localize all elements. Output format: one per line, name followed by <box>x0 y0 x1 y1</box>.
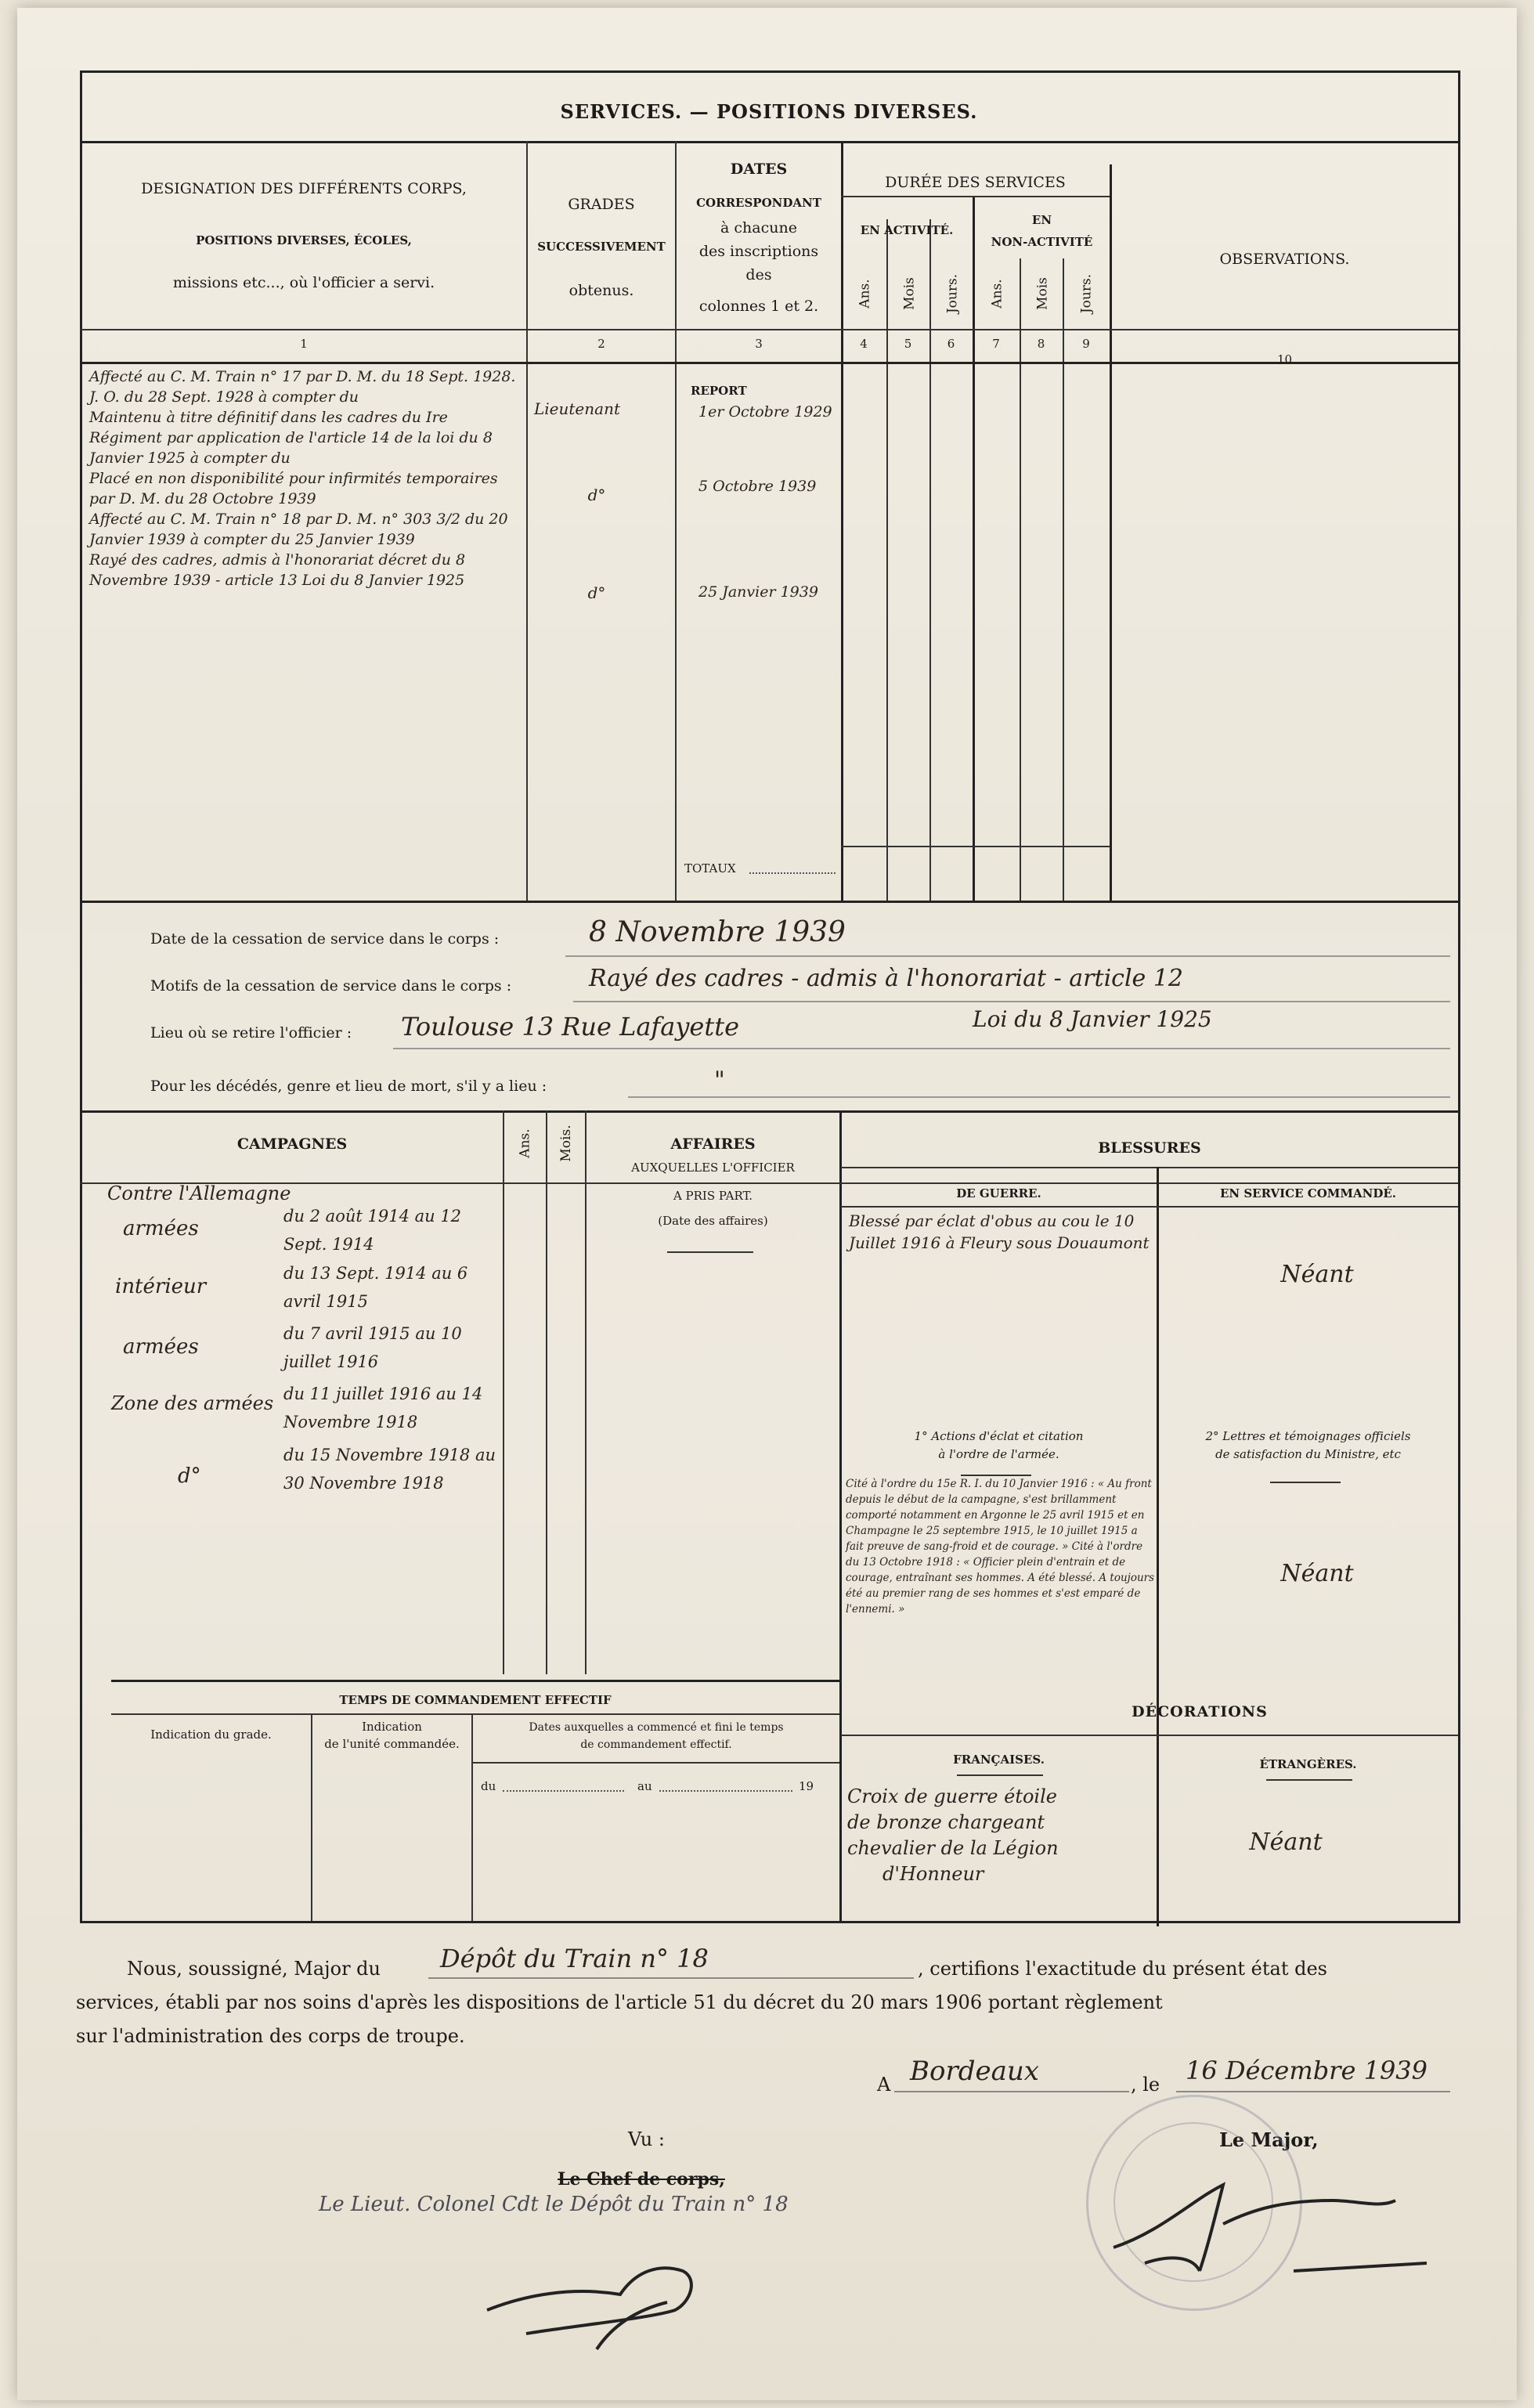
blessure-guerre-value: Blessé par éclat d'obus au cou le 10 Juillet 1916 à Fleury sous Douaumont <box>849 1211 1150 1252</box>
decoration-fr-1: Croix de guerre étoile <box>847 1785 1057 1807</box>
commandement-year: 19 <box>799 1779 814 1793</box>
document-sheet <box>17 8 1517 2400</box>
cert-line1-b: , certifions l'exactitude du présent état des <box>918 1958 1327 1980</box>
affaires-title: AFFAIRES <box>670 1135 756 1153</box>
blessures-mid-divider <box>1157 1167 1159 1926</box>
chef-signature <box>479 2240 738 2365</box>
num-5: 5 <box>904 337 912 351</box>
campagnes-ans-divider <box>503 1110 504 1674</box>
col3-header: DATES <box>730 161 788 178</box>
commandement-du: du <box>481 1779 496 1793</box>
frame-top <box>80 70 1458 73</box>
campagne-label: armées <box>123 1217 199 1240</box>
lettres-value: Néant <box>1280 1560 1354 1587</box>
totaux-dots <box>749 872 836 874</box>
col3-sub2: à chacune <box>720 219 797 236</box>
decoration-etr-value: Néant <box>1249 1829 1323 1856</box>
du-dots <box>503 1790 624 1792</box>
de-guerre-header: DE GUERRE. <box>956 1186 1041 1200</box>
commandement-col2a: Indication <box>362 1720 422 1734</box>
commandement-col3a: Dates auxquelles a commencé et fini le temps <box>529 1721 784 1734</box>
num-rule <box>80 329 1458 330</box>
col1-sub: POSITIONS DIVERSES, ÉCOLES, <box>196 233 412 247</box>
motifs-label: Motifs de la cessation de service dans le corps : <box>150 977 512 995</box>
grade-1: Lieutenant <box>534 399 620 418</box>
date-line <box>1176 2091 1450 2092</box>
motifs-value: Rayé des cadres - admis à l'honorariat - article 12 <box>589 965 1184 992</box>
au-dots <box>659 1790 792 1792</box>
commandement-au: au <box>637 1779 652 1793</box>
commandement-col2b: de l'unité commandée. <box>324 1737 460 1751</box>
col2-num: 2 <box>597 337 605 351</box>
mois-label-2: Mois <box>1034 277 1051 310</box>
num-6: 6 <box>947 337 955 351</box>
jours-label-2: Jours. <box>1078 273 1095 314</box>
blessures-sub-rule <box>841 1206 1458 1208</box>
blessures-header-rule <box>841 1167 1458 1168</box>
page-title: SERVICES. — POSITIONS DIVERSES. <box>560 100 978 123</box>
place-line <box>894 2091 1129 2092</box>
num-7: 7 <box>992 337 1000 351</box>
deces-label: Pour les décédés, genre et lieu de mort, s'il y a lieu : <box>150 1078 547 1095</box>
place-prefix: A <box>877 2074 891 2096</box>
campagne-dates: du 2 août 1914 au 12 Sept. 1914 <box>283 1207 462 1254</box>
campagnes-title: CAMPAGNES <box>236 1135 348 1153</box>
col-divider-5 <box>929 219 931 901</box>
duree-header: DURÉE DES SERVICES <box>885 174 1066 191</box>
campagnes-mois-divider <box>546 1110 547 1674</box>
col1-header: DESIGNATION DES DIFFÉRENTS CORPS, <box>141 180 467 197</box>
num-8: 8 <box>1037 337 1045 351</box>
commandement-sub-rule <box>473 1762 839 1764</box>
lieu-value: Toulouse 13 Rue Lafayette <box>401 1012 739 1042</box>
campagne-dates: du 13 Sept. 1914 au 6 avril 1915 <box>283 1264 468 1311</box>
decorations-title: DÉCORATIONS <box>1132 1703 1268 1720</box>
col-divider-1 <box>526 141 528 901</box>
cert-line1-a: Nous, soussigné, Major du <box>127 1958 381 1980</box>
chef-label: Le Chef de corps, <box>558 2169 725 2190</box>
campagne-label: intérieur <box>115 1275 207 1298</box>
affaires-short-rule <box>667 1251 753 1253</box>
cert-depot: Dépôt du Train n° 18 <box>440 1944 709 1973</box>
commandement-col1: Indication du grade. <box>150 1727 272 1742</box>
non-activite-header: NON-ACTIVITÉ <box>991 235 1093 249</box>
date-1: 1er Octobre 1929 <box>698 403 832 421</box>
decoration-fr-3: chevalier de la Légion <box>847 1837 1059 1859</box>
jours-label-1: Jours. <box>944 273 961 314</box>
report-label: REPORT <box>691 384 747 398</box>
major-label: Le Major, <box>1219 2128 1319 2151</box>
service-entry: Rayé des cadres, admis à l'honorariat décret du 8 Novembre 1939 - article 13 Loi du 8 Janvier 1925 <box>89 551 466 589</box>
etrangeres-header: ÉTRANGÈRES. <box>1259 1757 1357 1771</box>
frame-right <box>1458 70 1460 1922</box>
etrangeres-short-rule <box>1266 1779 1352 1781</box>
lettres-title: 2° Lettres et témoignages officiels <box>1205 1429 1411 1443</box>
campagne-dates: du 15 Novembre 1918 au 30 Novembre 1918 <box>283 1446 496 1493</box>
col-divider-8 <box>1063 258 1064 901</box>
campagne-dates: du 7 avril 1915 au 10 juillet 1916 <box>283 1324 462 1371</box>
campagne-dates: du 11 juillet 1916 au 14 Novembre 1918 <box>283 1385 483 1431</box>
frame-bottom <box>80 1921 1460 1923</box>
col2-sub2: obtenus. <box>568 282 634 299</box>
vu-label: Vu : <box>628 2128 665 2150</box>
decorations-header-rule <box>841 1735 1458 1736</box>
en-service-header: EN SERVICE COMMANDÉ. <box>1219 1186 1397 1200</box>
affaires-sub2: A PRIS PART. <box>673 1189 753 1203</box>
affaires-sub3: (Date des affaires) <box>658 1214 768 1228</box>
blessures-left-border <box>839 1110 842 1921</box>
cert-date-value: 16 Décembre 1939 <box>1186 2056 1428 2085</box>
num-4: 4 <box>860 337 868 351</box>
campagnes-mois: Mois. <box>558 1125 574 1162</box>
blessure-service-value: Néant <box>1280 1261 1354 1288</box>
col-divider-4 <box>886 219 888 901</box>
date-2: 5 Octobre 1939 <box>698 478 817 495</box>
blessures-title: BLESSURES <box>1098 1139 1201 1157</box>
col3-sub1: CORRESPONDANT <box>696 196 821 210</box>
cessation-date-label: Date de la cessation de service dans le corps : <box>150 930 500 948</box>
campagne-label: d° <box>178 1464 201 1488</box>
duree-rule <box>841 196 1110 197</box>
col3-num: 3 <box>755 337 763 351</box>
major-signature <box>1098 2153 1427 2287</box>
campagne-label: armées <box>123 1335 199 1359</box>
mois-label-1: Mois <box>901 277 918 310</box>
actions-title: 1° Actions d'éclat et citation <box>914 1429 1084 1443</box>
grade-3: d° <box>587 583 606 602</box>
francaises-header: FRANÇAISES. <box>953 1753 1045 1767</box>
cert-line3: sur l'administration des corps de troupe. <box>76 2025 465 2047</box>
totaux-label: TOTAUX <box>684 861 736 875</box>
service-entries <box>89 366 520 590</box>
col-divider-9 <box>1110 164 1112 901</box>
commandement-header-rule <box>111 1713 839 1715</box>
date-prefix: , le <box>1131 2074 1160 2096</box>
en-header: EN <box>1031 213 1052 227</box>
affaires-sub1: AUXQUELLES L'OFFICIER <box>631 1161 795 1175</box>
num-9: 9 <box>1082 337 1090 351</box>
totaux-rule <box>841 846 1110 847</box>
cert-line2: services, établi par nos soins d'après les dispositions de l'article 51 du décret du 20 mars 1906 portant règlement <box>76 1991 1163 2013</box>
col2-sub: SUCCESSIVEMENT <box>537 240 666 254</box>
ans-label-1: Ans. <box>857 279 873 309</box>
service-entry: Placé en non disponibilité pour infirmités temporaires par D. M. du 28 Octobre 1939 <box>89 470 498 507</box>
motifs-value-2: Loi du 8 Janvier 1925 <box>973 1006 1212 1032</box>
actions-value: Cité à l'ordre du 15e R. I. du 10 Janvier 1916 : « Au front depuis le début de la campagne, s'est brillamment comporté notamment en Argonne le 25 avril 1915 et en Champagne le 25 septembre 1915, le 10 juillet 1915 a fait preuve de sang-froid et de courage. » Cité à l'ordre du 13 Octobre 1918 : « Officier plein d'entrain et de courage, entraînant ses hommes. A été blessé. A toujours été au premier rang de ses hommes et s'est emparé de l'ennemi. » <box>846 1478 1155 1616</box>
col1-num: 1 <box>300 337 308 351</box>
observations-header: OBSERVATIONS. <box>1219 251 1350 268</box>
cessation-date-value: 8 Novembre 1939 <box>589 916 846 948</box>
service-entry: Affecté au C. M. Train n° 18 par D. M. n° 303 3/2 du 20 Janvier 1939 à compter du 25 Janvier 1939 <box>89 511 508 548</box>
col3-sub4: des <box>745 266 772 283</box>
deces-line <box>628 1096 1450 1098</box>
lieu-line <box>393 1048 1450 1049</box>
francaises-short-rule <box>957 1774 1043 1776</box>
cert-depot-line <box>428 1977 914 1979</box>
service-entry: Maintenu à titre définitif dans les cadres du Ire Régiment par application de l'article 14 de la loi du 8 Janvier 1925 à compter du <box>89 409 493 467</box>
grade-2: d° <box>587 486 606 504</box>
col-divider-7 <box>1020 258 1021 901</box>
deces-value: " <box>714 1067 725 1094</box>
header-rule <box>80 141 1458 143</box>
service-entry: Affecté au C. M. Train n° 17 par D. M. du 18 Sept. 1928. J. O. du 28 Sept. 1928 à compter du <box>89 368 516 406</box>
campagnes-ans: Ans. <box>517 1128 533 1158</box>
chef-stamp-text: Le Lieut. Colonel Cdt le Dépôt du Train n° 18 <box>319 2193 789 2216</box>
campagne-label: Contre l'Allemagne <box>107 1182 291 1204</box>
campagne-label: Zone des armées <box>111 1392 274 1414</box>
col-divider-3 <box>841 141 843 901</box>
lettres-short-rule <box>1270 1482 1341 1483</box>
col1-sub2: missions etc..., où l'officier a servi. <box>172 274 435 291</box>
commandement-title: TEMPS DE COMMANDEMENT EFFECTIF <box>339 1693 612 1707</box>
commandement-col3b: de commandement effectif. <box>580 1738 732 1751</box>
cessation-bottom-rule <box>80 1110 1458 1113</box>
en-activite-header: EN ACTIVITÉ. <box>860 223 954 237</box>
col2-header: GRADES <box>568 196 635 213</box>
services-bottom-rule <box>80 901 1458 903</box>
observations-num: 10 <box>1276 352 1293 366</box>
col3-sub5: colonnes 1 et 2. <box>698 298 819 315</box>
place-value: Bordeaux <box>910 2056 1039 2087</box>
lettres-title-2: de satisfaction du Ministre, etc <box>1215 1447 1401 1461</box>
lieu-label: Lieu où se retire l'officier : <box>150 1024 352 1042</box>
date-3: 25 Janvier 1939 <box>698 583 818 601</box>
col3-sub3: des inscriptions <box>698 243 819 260</box>
commandement-top-rule <box>111 1680 839 1682</box>
motifs-line <box>573 1001 1450 1002</box>
cessation-date-line <box>565 955 1450 957</box>
col-divider-6 <box>973 196 975 901</box>
decoration-fr-2: de bronze chargeant <box>847 1811 1045 1833</box>
actions-title-2: à l'ordre de l'armée. <box>938 1447 1059 1461</box>
decoration-fr-4: d'Honneur <box>883 1863 984 1885</box>
ans-label-2: Ans. <box>989 279 1005 309</box>
